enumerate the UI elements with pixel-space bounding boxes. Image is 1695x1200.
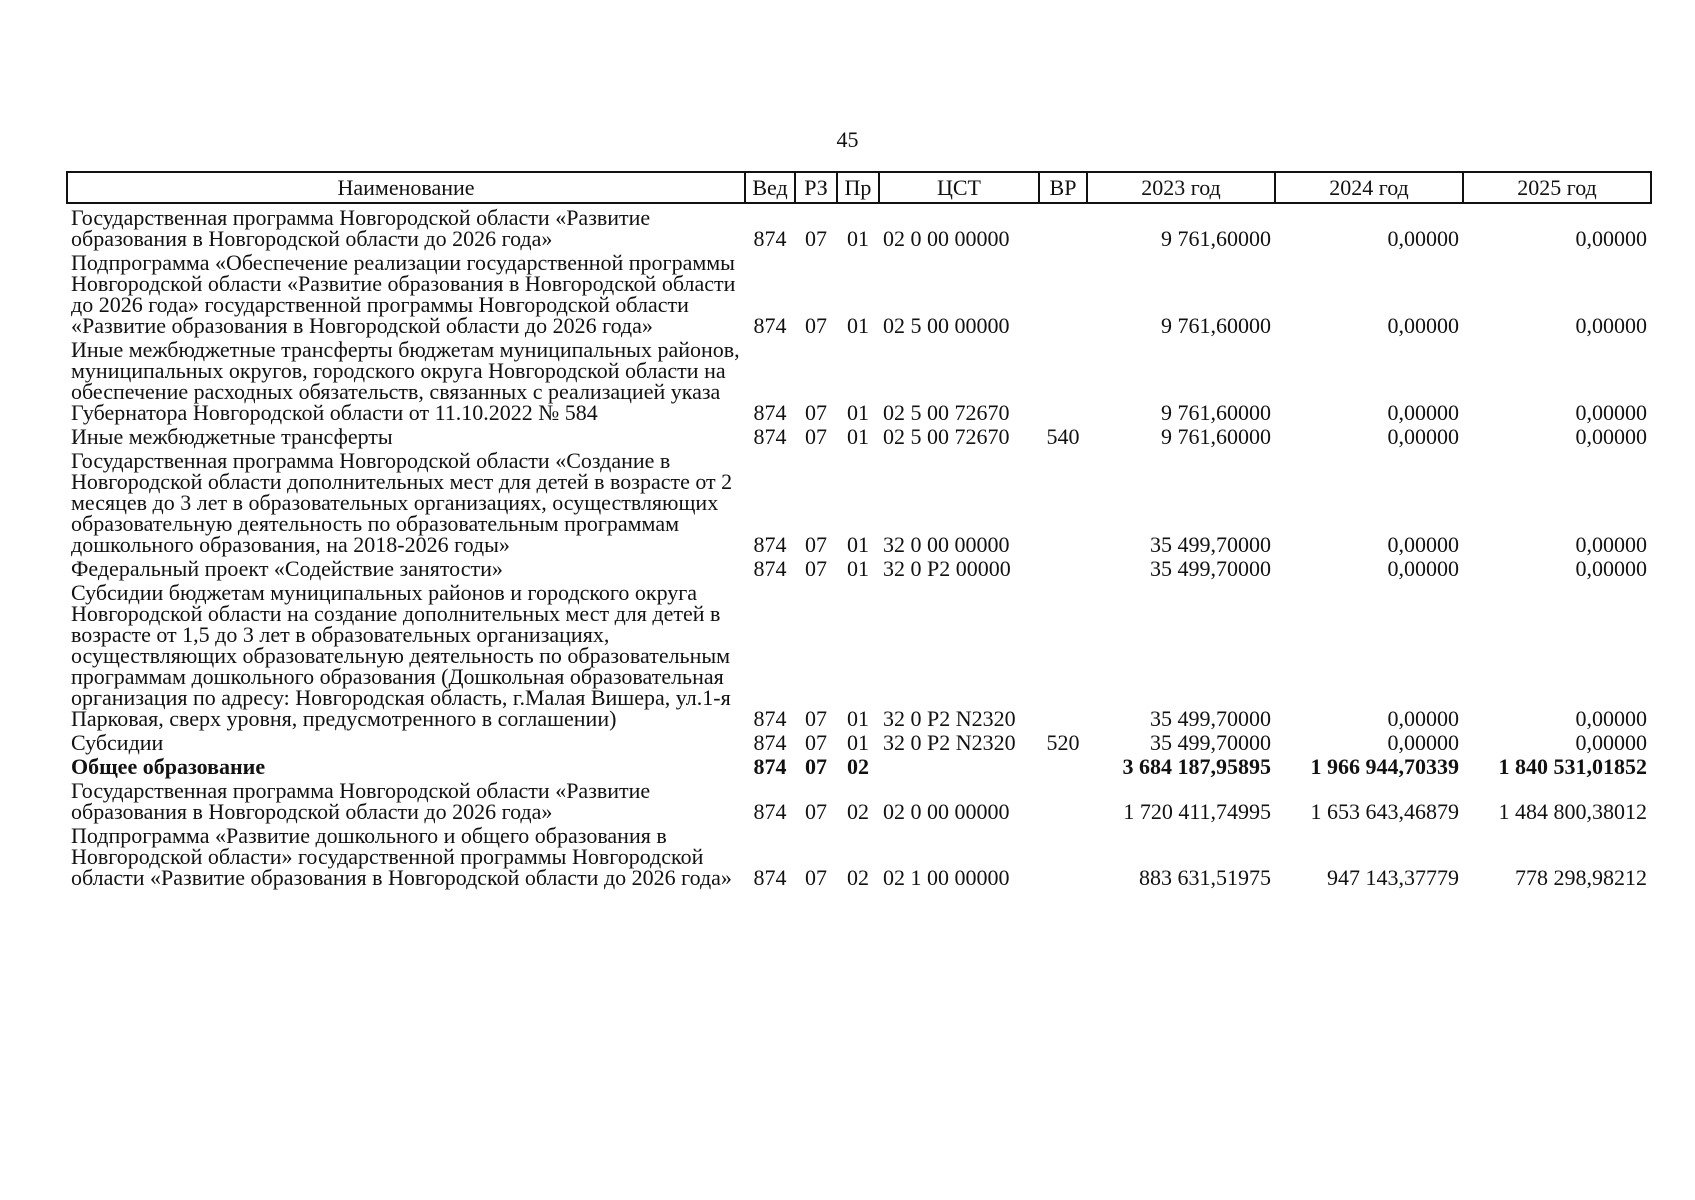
- header-vr: ВР: [1039, 172, 1087, 203]
- header-ved: Вед: [745, 172, 795, 203]
- rz-cell: 07: [805, 865, 827, 890]
- ved-cell: 874: [753, 226, 787, 251]
- amount-2025-cell: 1 840 531,01852: [1498, 754, 1647, 779]
- pr-cell: 01: [847, 532, 869, 557]
- ved-cell: 874: [753, 556, 787, 581]
- ved-cell: 874: [753, 799, 787, 824]
- cst-cell: 32 0 P2 N2320: [883, 706, 1016, 731]
- pr-cell: 01: [847, 706, 869, 731]
- amount-2025-cell: 0,00000: [1575, 706, 1647, 731]
- rz-cell: 07: [805, 556, 827, 581]
- table-row: [67, 447, 1651, 555]
- vr-cell: [1039, 579, 1087, 729]
- rz-cell: 07: [805, 754, 827, 779]
- vr-cell: [1039, 777, 1087, 822]
- cst-cell: 02 5 00 72670: [883, 400, 1010, 425]
- header-cst: ЦСТ: [879, 172, 1039, 203]
- table-row: [67, 249, 1651, 336]
- amount-2023-cell: 9 761,60000: [1161, 424, 1271, 449]
- name-cell: Государственная программа Новгородской области «Создание в Новгородской области дополнительных мест для детей в возрасте от 2 месяцев до 3 лет в образовательных организациях, осуществляющих образовательную деятельность по образовательным программам дошкольного образования, на 2018-2026 годы»: [71, 448, 733, 557]
- table-body: [67, 203, 1651, 888]
- cst-cell: 02 5 00 72670: [883, 424, 1010, 449]
- rz-cell: 07: [805, 706, 827, 731]
- ved-cell: 874: [753, 424, 787, 449]
- vr-cell: [1039, 336, 1087, 423]
- table-row: [67, 336, 1651, 423]
- amount-2023-cell: 9 761,60000: [1161, 226, 1271, 251]
- amount-2025-cell: 0,00000: [1575, 226, 1647, 251]
- amount-2024-cell: 0,00000: [1387, 400, 1459, 425]
- name-cell: Общее образование: [71, 754, 266, 779]
- budget-table: [66, 171, 1652, 888]
- amount-2025-cell: 0,00000: [1575, 556, 1647, 581]
- ved-cell: 874: [753, 532, 787, 557]
- header-2023: 2023 год: [1087, 172, 1275, 203]
- vr-cell: [1039, 753, 1087, 777]
- rz-cell: 07: [805, 226, 827, 251]
- pr-cell: 01: [847, 424, 869, 449]
- vr-cell: [1039, 822, 1087, 888]
- pr-cell: 02: [847, 799, 869, 824]
- ved-cell: 874: [753, 313, 787, 338]
- header-2025: 2025 год: [1463, 172, 1651, 203]
- ved-cell: 874: [753, 730, 787, 755]
- pr-cell: 01: [847, 556, 869, 581]
- amount-2023-cell: 35 499,70000: [1150, 556, 1271, 581]
- cst-cell: 32 0 P2 N2320: [883, 730, 1016, 755]
- amount-2024-cell: 0,00000: [1387, 313, 1459, 338]
- rz-cell: 07: [805, 799, 827, 824]
- ved-cell: 874: [753, 865, 787, 890]
- amount-2025-cell: 1 484 800,38012: [1498, 799, 1647, 824]
- pr-cell: 01: [847, 730, 869, 755]
- table-row: [67, 729, 1651, 753]
- table-row: [67, 822, 1651, 888]
- table-row: [67, 423, 1651, 447]
- vr-cell: [1039, 555, 1087, 579]
- header-2024: 2024 год: [1275, 172, 1463, 203]
- amount-2024-cell: 0,00000: [1387, 730, 1459, 755]
- page-number: 45: [836, 127, 859, 152]
- cst-cell: [879, 753, 1039, 777]
- amount-2025-cell: 0,00000: [1575, 532, 1647, 557]
- cst-cell: 32 0 P2 00000: [883, 556, 1011, 581]
- pr-cell: 01: [847, 313, 869, 338]
- amount-2023-cell: 35 499,70000: [1150, 706, 1271, 731]
- amount-2025-cell: 0,00000: [1575, 313, 1647, 338]
- rz-cell: 07: [805, 532, 827, 557]
- header-name: Наименование: [67, 172, 745, 203]
- amount-2023-cell: 9 761,60000: [1161, 400, 1271, 425]
- name-cell: Субсидии: [71, 730, 164, 755]
- amount-2024-cell: 0,00000: [1387, 424, 1459, 449]
- table-header-row: [67, 172, 1651, 203]
- name-cell: Государственная программа Новгородской области «Развитие образования в Новгородской области до 2026 года»: [71, 205, 651, 251]
- amount-2023-cell: 3 684 187,95895: [1122, 754, 1271, 779]
- amount-2025-cell: 0,00000: [1575, 400, 1647, 425]
- amount-2024-cell: 1 966 944,70339: [1310, 754, 1459, 779]
- rz-cell: 07: [805, 730, 827, 755]
- amount-2023-cell: 35 499,70000: [1150, 730, 1271, 755]
- amount-2023-cell: 1 720 411,74995: [1123, 799, 1271, 824]
- table-row: [67, 203, 1651, 249]
- amount-2023-cell: 883 631,51975: [1139, 865, 1271, 890]
- rz-cell: 07: [805, 313, 827, 338]
- name-cell: Подпрограмма «Обеспечение реализации государственной программы Новгородской области «Развитие образования в Новгородской области до 2026 года» государственной программы Новгородской области «Развитие образования в Новгородской области до 2026 года»: [71, 250, 736, 338]
- name-cell: Иные межбюджетные трансферты: [71, 424, 393, 449]
- amount-2025-cell: 0,00000: [1575, 424, 1647, 449]
- header-pr: Пр: [837, 172, 879, 203]
- pr-cell: 01: [847, 400, 869, 425]
- amount-2024-cell: 0,00000: [1387, 532, 1459, 557]
- cst-cell: 32 0 00 00000: [883, 532, 1010, 557]
- ved-cell: 874: [753, 754, 787, 779]
- rz-cell: 07: [805, 424, 827, 449]
- vr-cell: [1039, 203, 1087, 249]
- amount-2025-cell: 0,00000: [1575, 730, 1647, 755]
- vr-cell: [1039, 447, 1087, 555]
- amount-2024-cell: 0,00000: [1387, 226, 1459, 251]
- name-cell: Иные межбюджетные трансферты бюджетам муниципальных районов, муниципальных округов, городского округа Новгородской области на обеспечение расходных обязательств, связанных с реализацией указа Губернатора Новгородской области от 11.10.2022 № 584: [71, 337, 740, 425]
- cst-cell: 02 1 00 00000: [883, 865, 1010, 890]
- amount-2024-cell: 947 143,37779: [1327, 865, 1459, 890]
- vr-cell: 540: [1046, 424, 1080, 449]
- name-cell: Подпрограмма «Развитие дошкольного и общего образования в Новгородской области» государственной программы Новгородской области «Развитие образования в Новгородской области до 2026 года»: [71, 823, 732, 890]
- table-row: [67, 579, 1651, 729]
- cst-cell: 02 5 00 00000: [883, 313, 1010, 338]
- amount-2024-cell: 1 653 643,46879: [1310, 799, 1459, 824]
- table-row: [67, 753, 1651, 777]
- amount-2023-cell: 35 499,70000: [1150, 532, 1271, 557]
- header-rz: РЗ: [795, 172, 837, 203]
- name-cell: Государственная программа Новгородской области «Развитие образования в Новгородской области до 2026 года»: [71, 778, 651, 824]
- pr-cell: 01: [847, 226, 869, 251]
- vr-cell: [1039, 249, 1087, 336]
- table-row: [67, 555, 1651, 579]
- name-cell: Федеральный проект «Содействие занятости»: [71, 556, 503, 581]
- pr-cell: 02: [847, 865, 869, 890]
- amount-2024-cell: 0,00000: [1387, 556, 1459, 581]
- ved-cell: 874: [753, 400, 787, 425]
- amount-2024-cell: 0,00000: [1387, 706, 1459, 731]
- vr-cell: 520: [1046, 730, 1080, 755]
- name-cell: Субсидии бюджетам муниципальных районов и городского округа Новгородской области на создание дополнительных мест для детей в возрасте от 1,5 до 3 лет в образовательных организациях, осуществляющих образовательную деятельность по образовательным программам дошкольного образования (Дошкольная образовательная организация по адресу: Новгородская область, г.Малая Вишера, ул.1-я Парковая, сверх уровня, предусмотренного в соглашении): [71, 580, 731, 731]
- amount-2023-cell: 9 761,60000: [1161, 313, 1271, 338]
- rz-cell: 07: [805, 400, 827, 425]
- cst-cell: 02 0 00 00000: [883, 226, 1010, 251]
- cst-cell: 02 0 00 00000: [883, 799, 1010, 824]
- amount-2025-cell: 778 298,98212: [1515, 865, 1647, 890]
- ved-cell: 874: [753, 706, 787, 731]
- table-row: [67, 777, 1651, 822]
- pr-cell: 02: [847, 754, 869, 779]
